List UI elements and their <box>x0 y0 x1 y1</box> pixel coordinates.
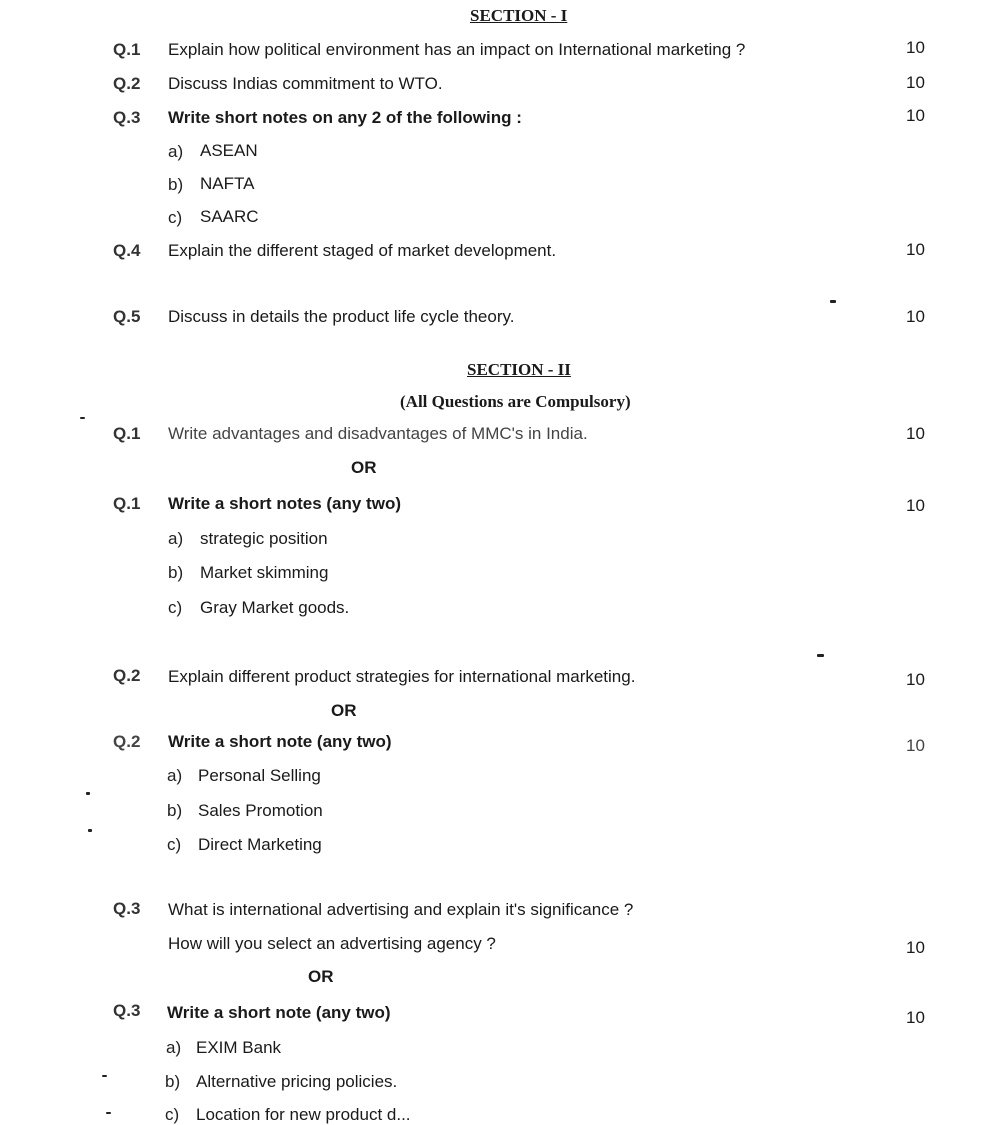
question-marks: 10 <box>906 496 925 515</box>
question-number: Q.3 <box>113 1001 141 1020</box>
question-marks: 10 <box>906 736 925 755</box>
section-1-title: SECTION - I <box>470 6 568 25</box>
option-text: ASEAN <box>200 141 258 160</box>
question-marks: 10 <box>906 38 925 57</box>
option-letter: c) <box>167 835 182 854</box>
scan-speck <box>830 300 836 303</box>
question-text: Discuss Indias commitment to WTO. <box>168 74 443 93</box>
option-text: Gray Market goods. <box>200 598 350 617</box>
option-letter: a) <box>168 142 184 161</box>
or-label: OR <box>331 701 357 720</box>
question-number: Q.2 <box>113 666 141 685</box>
option-letter: a) <box>167 766 183 785</box>
option-letter: b) <box>167 801 183 820</box>
question-marks: 10 <box>906 307 925 326</box>
question-text: Write short notes on any 2 of the following : <box>168 108 522 127</box>
option-letter: b) <box>168 563 184 582</box>
question-marks: 10 <box>906 938 925 957</box>
question-number: Q.1 <box>113 40 141 59</box>
option-text: strategic position <box>200 529 328 548</box>
option-text: Personal Selling <box>198 766 321 785</box>
option-letter: c) <box>168 598 183 617</box>
question-text: Explain how political environment has an impact on International marketing ? <box>168 40 746 59</box>
question-number: Q.2 <box>113 732 141 751</box>
option-text: SAARC <box>200 207 259 226</box>
scan-speck <box>86 792 90 795</box>
option-text: Direct Marketing <box>198 835 322 854</box>
question-number: Q.1 <box>113 424 141 443</box>
question-marks: 10 <box>906 106 925 125</box>
option-text: NAFTA <box>200 174 255 193</box>
scan-speck <box>102 1075 107 1077</box>
option-letter: c) <box>168 208 183 227</box>
question-text: Write advantages and disadvantages of MMC's in India. <box>168 424 588 443</box>
option-letter: b) <box>168 175 184 194</box>
question-marks: 10 <box>906 1008 925 1027</box>
option-text: Location for new product d... <box>196 1105 411 1124</box>
question-number: Q.1 <box>113 494 141 513</box>
section-2-subtitle: (All Questions are Compulsory) <box>400 392 631 411</box>
option-text: Alternative pricing policies. <box>196 1072 398 1091</box>
option-letter: b) <box>165 1072 181 1091</box>
question-text: Write a short notes (any two) <box>168 494 401 513</box>
question-text: Explain the different staged of market development. <box>168 241 557 260</box>
or-label: OR <box>351 458 377 477</box>
question-marks: 10 <box>906 240 925 259</box>
question-marks: 10 <box>906 670 925 689</box>
question-number: Q.2 <box>113 74 141 93</box>
section-2-title: SECTION - II <box>467 360 571 379</box>
scan-speck <box>88 829 92 832</box>
option-text: Sales Promotion <box>198 801 323 820</box>
question-marks: 10 <box>906 73 925 92</box>
question-text: What is international advertising and explain it's significance ? <box>168 900 634 919</box>
question-number: Q.3 <box>113 108 141 127</box>
scan-speck <box>106 1112 111 1114</box>
question-text: Write a short note (any two) <box>167 1003 391 1022</box>
option-letter: c) <box>165 1105 180 1124</box>
option-letter: a) <box>168 529 184 548</box>
or-label: OR <box>308 967 334 986</box>
option-text: EXIM Bank <box>196 1038 282 1057</box>
question-text-line-2: How will you select an advertising agency ? <box>168 934 496 953</box>
question-number: Q.5 <box>113 307 141 326</box>
question-text: Explain different product strategies for international marketing. <box>168 667 636 686</box>
question-number: Q.3 <box>113 899 141 918</box>
option-letter: a) <box>166 1038 182 1057</box>
scan-speck <box>80 417 85 419</box>
question-text: Discuss in details the product life cycle theory. <box>168 307 515 326</box>
option-text: Market skimming <box>200 563 329 582</box>
question-text: Write a short note (any two) <box>168 732 392 751</box>
scan-speck <box>817 654 824 657</box>
question-marks: 10 <box>906 424 925 443</box>
question-number: Q.4 <box>113 241 141 260</box>
